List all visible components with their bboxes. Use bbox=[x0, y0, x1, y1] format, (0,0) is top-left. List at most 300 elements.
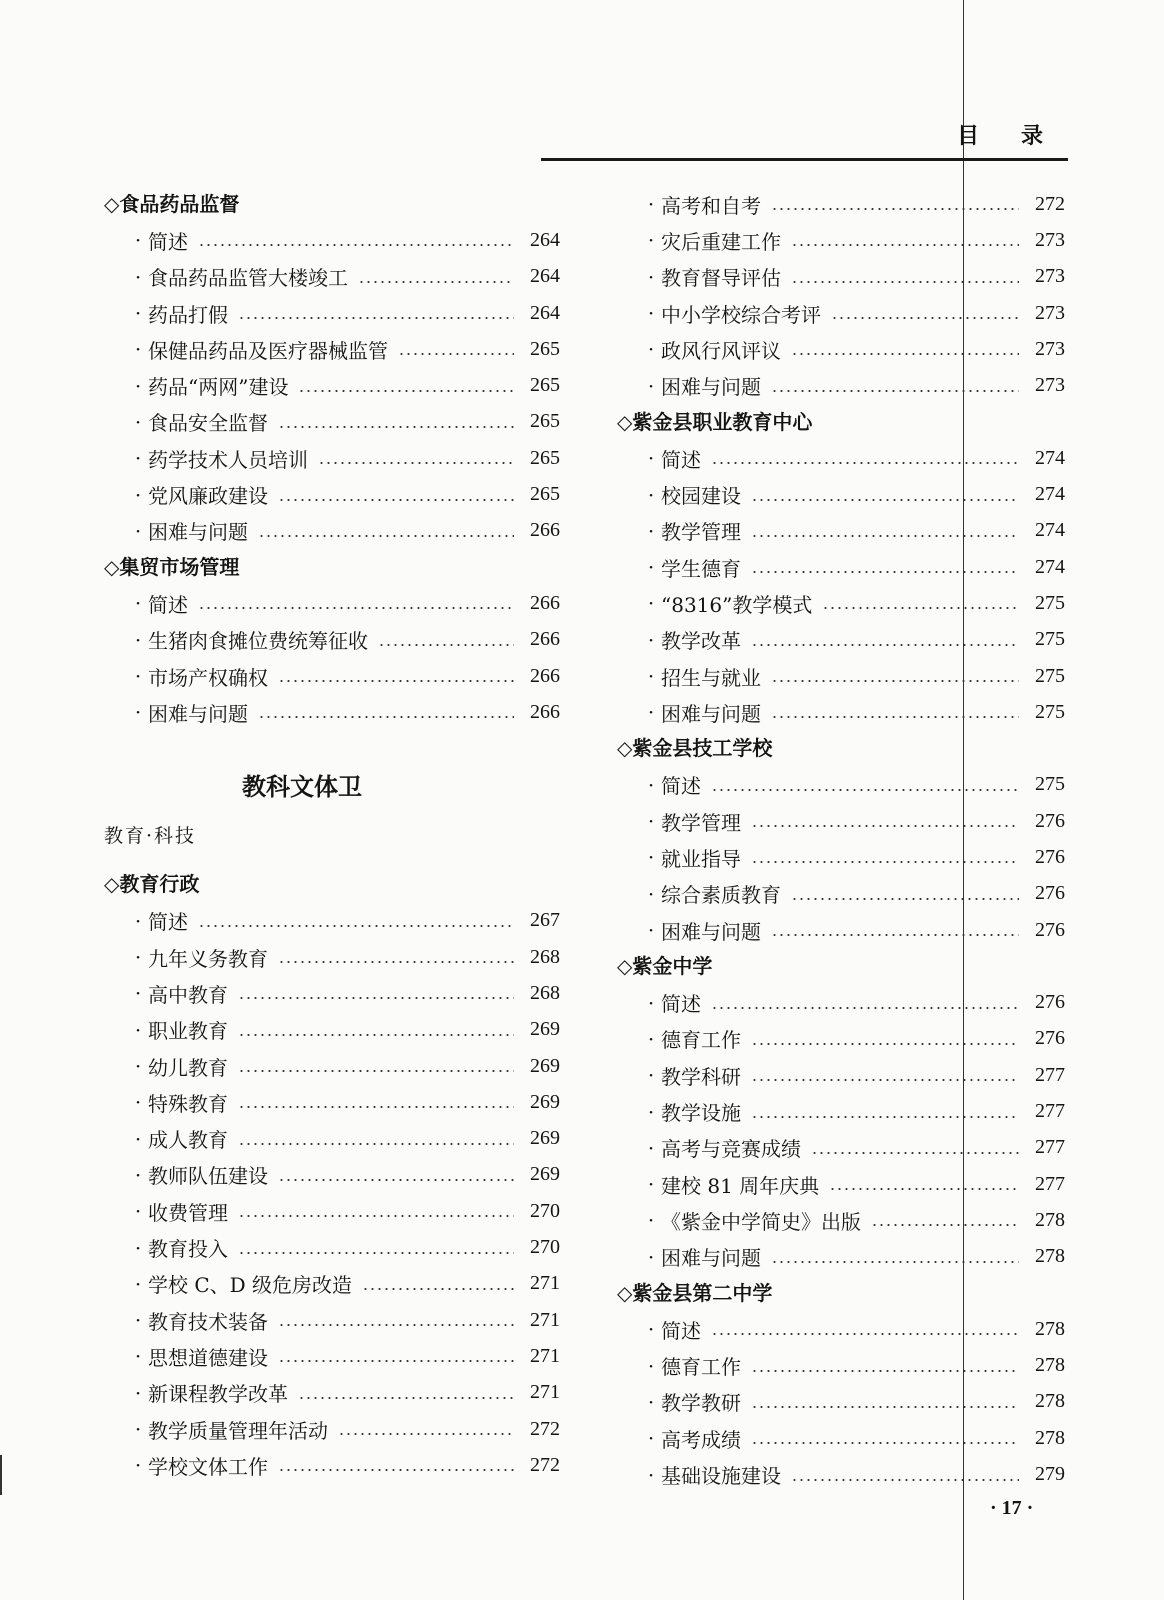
entry-title: 思想道德建设 bbox=[148, 1345, 268, 1370]
entry-page-number: 268 bbox=[530, 945, 560, 968]
entry-bullet: · bbox=[647, 264, 655, 289]
dot-leader bbox=[751, 861, 1019, 863]
entry-title: 教学设施 bbox=[661, 1101, 741, 1126]
entry-bullet: · bbox=[647, 881, 655, 906]
entry-page-number: 271 bbox=[530, 1344, 560, 1367]
entry-page-number: 271 bbox=[530, 1272, 560, 1295]
entry-title: 政风行风评议 bbox=[661, 338, 781, 363]
entry-bullet: · bbox=[134, 908, 142, 933]
dot-leader bbox=[871, 1224, 1019, 1226]
toc-entry[interactable] bbox=[617, 985, 1065, 1021]
toc-entry[interactable] bbox=[104, 295, 560, 331]
entry-bullet: · bbox=[134, 446, 142, 471]
entry-title: 教学管理 bbox=[661, 520, 741, 545]
entry-bullet: · bbox=[647, 772, 655, 797]
entry-bullet: · bbox=[647, 918, 655, 943]
entry-bullet: · bbox=[134, 1235, 142, 1260]
entry-bullet: · bbox=[134, 373, 142, 398]
entry-title: 收费管理 bbox=[148, 1200, 228, 1225]
entry-page-number: 265 bbox=[530, 337, 560, 360]
dot-leader bbox=[298, 1397, 514, 1399]
dot-leader bbox=[278, 1469, 514, 1471]
entry-bullet: · bbox=[647, 1462, 655, 1487]
dot-leader bbox=[278, 1360, 514, 1362]
entry-page-number: 264 bbox=[530, 265, 560, 288]
dot-leader bbox=[318, 462, 514, 464]
entry-title: 高考与竞赛成绩 bbox=[661, 1137, 801, 1162]
entry-page-number: 269 bbox=[530, 1018, 560, 1041]
entry-bullet: · bbox=[647, 301, 655, 326]
toc-entry[interactable] bbox=[104, 622, 560, 658]
dot-leader bbox=[238, 997, 514, 999]
dot-leader bbox=[278, 961, 514, 963]
entry-title: 教学教研 bbox=[661, 1391, 741, 1416]
entry-page-number: 274 bbox=[1035, 519, 1065, 542]
entry-page-number: 266 bbox=[530, 700, 560, 723]
entry-title: 灾后重建工作 bbox=[661, 229, 781, 254]
dot-leader bbox=[771, 680, 1019, 682]
entry-title: 招生与就业 bbox=[661, 665, 761, 690]
entry-title: 简述 bbox=[148, 592, 188, 617]
toc-entry[interactable] bbox=[617, 259, 1065, 295]
entry-page-number: 273 bbox=[1035, 265, 1065, 288]
entry-bullet: · bbox=[134, 1380, 142, 1405]
toc-entry[interactable] bbox=[617, 585, 1065, 621]
toc-left-group-bottom bbox=[104, 866, 560, 1483]
entry-title: 学生德育 bbox=[661, 556, 741, 581]
entry-title: 简述 bbox=[661, 1318, 701, 1343]
entry-bullet: · bbox=[134, 1271, 142, 1296]
entry-bullet: · bbox=[134, 1090, 142, 1115]
entry-page-number: 266 bbox=[530, 591, 560, 614]
entry-page-number: 275 bbox=[1035, 591, 1065, 614]
entry-title: 德育工作 bbox=[661, 1028, 741, 1053]
dot-leader bbox=[831, 317, 1019, 319]
entry-page-number: 270 bbox=[530, 1236, 560, 1259]
toc-entry[interactable] bbox=[104, 1266, 560, 1302]
entry-bullet: · bbox=[647, 1172, 655, 1197]
entry-page-number: 274 bbox=[1035, 483, 1065, 506]
entry-title: 教育投入 bbox=[148, 1237, 228, 1262]
toc-entry[interactable] bbox=[617, 295, 1065, 331]
entry-title: 教育技术装备 bbox=[148, 1309, 268, 1334]
entry-bullet: · bbox=[134, 1308, 142, 1333]
entry-title: 困难与问题 bbox=[661, 701, 761, 726]
toc-entry[interactable] bbox=[104, 1338, 560, 1374]
entry-bullet: · bbox=[647, 192, 655, 217]
toc-entry[interactable] bbox=[617, 658, 1065, 694]
toc-entry[interactable] bbox=[104, 1193, 560, 1229]
toc-entry[interactable] bbox=[104, 440, 560, 476]
entry-page-number: 275 bbox=[1035, 664, 1065, 687]
entry-page-number: 272 bbox=[530, 1417, 560, 1440]
entry-title: 校园建设 bbox=[661, 484, 741, 509]
entry-page-number: 274 bbox=[1035, 446, 1065, 469]
entry-title: 简述 bbox=[661, 447, 701, 472]
entry-title: 《紫金中学简史》出版 bbox=[661, 1209, 861, 1234]
entry-title: 学校文体工作 bbox=[148, 1454, 268, 1479]
entry-page-number: 274 bbox=[1035, 555, 1065, 578]
toc-entry[interactable] bbox=[104, 585, 560, 621]
toc-entry[interactable] bbox=[617, 1202, 1065, 1238]
entry-page-number: 268 bbox=[530, 981, 560, 1004]
dot-leader bbox=[238, 1070, 514, 1072]
toc-entry[interactable] bbox=[617, 1093, 1065, 1129]
dot-leader bbox=[278, 426, 514, 428]
entry-title: 困难与问题 bbox=[661, 1246, 761, 1271]
dot-leader bbox=[791, 281, 1019, 283]
entry-bullet: · bbox=[134, 337, 142, 362]
entry-page-number: 269 bbox=[530, 1054, 560, 1077]
toc-entry[interactable] bbox=[617, 912, 1065, 948]
entry-page-number: 269 bbox=[530, 1090, 560, 1113]
entry-bullet: · bbox=[134, 1453, 142, 1478]
dot-leader bbox=[278, 1179, 514, 1181]
entry-bullet: · bbox=[647, 337, 655, 362]
entry-page-number: 275 bbox=[1035, 773, 1065, 796]
entry-bullet: · bbox=[134, 1344, 142, 1369]
dot-leader bbox=[811, 1152, 1019, 1154]
toc-entry[interactable] bbox=[104, 331, 560, 367]
toc-entry[interactable] bbox=[104, 1121, 560, 1157]
entry-page-number: 278 bbox=[1035, 1208, 1065, 1231]
entry-title: 教学质量管理年活动 bbox=[148, 1418, 328, 1443]
dot-leader bbox=[751, 1116, 1019, 1118]
entry-page-number: 265 bbox=[530, 483, 560, 506]
entry-title: 成人教育 bbox=[148, 1128, 228, 1153]
toc-right-column bbox=[617, 186, 1065, 1493]
toc-entry[interactable] bbox=[617, 513, 1065, 549]
entry-page-number: 271 bbox=[530, 1381, 560, 1404]
entry-page-number: 278 bbox=[1035, 1390, 1065, 1413]
toc-entry[interactable] bbox=[617, 1348, 1065, 1384]
entry-bullet: · bbox=[134, 1054, 142, 1079]
dot-leader bbox=[751, 825, 1019, 827]
dot-leader bbox=[278, 680, 514, 682]
toc-entry[interactable] bbox=[617, 1420, 1065, 1456]
section-heading: ◇教育行政 bbox=[104, 872, 200, 897]
entry-page-number: 277 bbox=[1035, 1100, 1065, 1123]
part-title: 教科文体卫 bbox=[242, 773, 362, 802]
toc-entry[interactable] bbox=[104, 1375, 560, 1411]
entry-title: 食品安全监督 bbox=[148, 411, 268, 436]
dot-leader bbox=[398, 353, 514, 355]
dot-leader bbox=[711, 1333, 1019, 1335]
toc-entry[interactable] bbox=[104, 694, 560, 730]
entry-bullet: · bbox=[647, 1208, 655, 1233]
entry-title: 高中教育 bbox=[148, 982, 228, 1007]
toc-entry[interactable] bbox=[617, 367, 1065, 403]
entry-page-number: 277 bbox=[1035, 1172, 1065, 1195]
dot-leader bbox=[238, 317, 514, 319]
entry-bullet: · bbox=[134, 1417, 142, 1442]
entry-bullet: · bbox=[647, 845, 655, 870]
entry-bullet: · bbox=[647, 446, 655, 471]
entry-page-number: 272 bbox=[1035, 192, 1065, 215]
dot-leader bbox=[822, 607, 1019, 609]
toc-entry[interactable] bbox=[104, 658, 560, 694]
toc-right-group bbox=[617, 186, 1065, 1493]
toc-entry[interactable] bbox=[104, 367, 560, 403]
dot-leader bbox=[198, 607, 514, 609]
toc-entry[interactable] bbox=[617, 767, 1065, 803]
toc-entry[interactable] bbox=[617, 1311, 1065, 1347]
entry-page-number: 276 bbox=[1035, 809, 1065, 832]
dot-leader bbox=[771, 716, 1019, 718]
entry-bullet: · bbox=[647, 1389, 655, 1414]
entry-title: 新课程教学改革 bbox=[148, 1382, 288, 1407]
header-title-left: 目 bbox=[957, 123, 980, 149]
entry-page-number: 266 bbox=[530, 519, 560, 542]
entry-bullet: · bbox=[647, 990, 655, 1015]
entry-title: 食品药品监管大楼竣工 bbox=[148, 266, 348, 291]
dot-leader bbox=[378, 644, 514, 646]
entry-page-number: 272 bbox=[530, 1453, 560, 1476]
entry-title: 教师队伍建设 bbox=[148, 1164, 268, 1189]
toc-entry[interactable] bbox=[617, 1166, 1065, 1202]
entry-title: 高考成绩 bbox=[661, 1427, 741, 1452]
entry-title: 综合素质教育 bbox=[661, 883, 781, 908]
dot-leader bbox=[751, 571, 1019, 573]
dot-leader bbox=[771, 934, 1019, 936]
entry-bullet: · bbox=[134, 518, 142, 543]
entry-page-number: 273 bbox=[1035, 374, 1065, 397]
toc-entry[interactable] bbox=[104, 1302, 560, 1338]
entry-bullet: · bbox=[134, 1017, 142, 1042]
entry-title: 教学管理 bbox=[661, 810, 741, 835]
entry-title: 保健品药品及医疗器械监管 bbox=[148, 338, 388, 363]
entry-bullet: · bbox=[134, 700, 142, 725]
dot-leader bbox=[278, 499, 514, 501]
entry-bullet: · bbox=[647, 1353, 655, 1378]
toc-entry[interactable] bbox=[617, 549, 1065, 585]
toc-entry[interactable] bbox=[617, 440, 1065, 476]
toc-entry[interactable] bbox=[617, 1021, 1065, 1057]
toc-entry[interactable] bbox=[104, 1157, 560, 1193]
entry-bullet: · bbox=[134, 482, 142, 507]
entry-bullet: · bbox=[134, 981, 142, 1006]
entry-bullet: · bbox=[647, 627, 655, 652]
toc-entry[interactable] bbox=[617, 876, 1065, 912]
entry-bullet: · bbox=[647, 555, 655, 580]
dot-leader bbox=[829, 1188, 1019, 1190]
entry-title: 职业教育 bbox=[148, 1019, 228, 1044]
dot-leader bbox=[278, 1324, 514, 1326]
toc-entry[interactable] bbox=[104, 259, 560, 295]
toc-entry[interactable] bbox=[617, 1384, 1065, 1420]
entry-bullet: · bbox=[647, 1317, 655, 1342]
dot-leader bbox=[298, 390, 514, 392]
entry-title: 简述 bbox=[661, 774, 701, 799]
entry-bullet: · bbox=[647, 664, 655, 688]
entry-title: 德育工作 bbox=[661, 1355, 741, 1380]
dot-leader bbox=[238, 1106, 514, 1108]
toc-entry[interactable] bbox=[617, 331, 1065, 367]
entry-page-number: 270 bbox=[530, 1199, 560, 1222]
toc-entry[interactable] bbox=[104, 476, 560, 512]
dot-leader bbox=[198, 244, 514, 246]
entry-title: 困难与问题 bbox=[148, 520, 248, 545]
dot-leader bbox=[711, 1007, 1019, 1009]
dot-leader bbox=[751, 1079, 1019, 1081]
entry-title: 党风廉政建设 bbox=[148, 484, 268, 509]
dot-leader bbox=[238, 1034, 514, 1036]
entry-title: 药品“两网”建设 bbox=[148, 375, 289, 400]
entry-bullet: · bbox=[134, 1199, 142, 1224]
toc-left-group-top bbox=[104, 186, 560, 730]
dot-leader bbox=[771, 208, 1019, 210]
dot-leader bbox=[362, 1288, 514, 1290]
dot-leader bbox=[791, 1479, 1019, 1481]
entry-bullet: · bbox=[134, 664, 142, 688]
entry-page-number: 269 bbox=[530, 1163, 560, 1186]
dot-leader bbox=[751, 535, 1019, 537]
dot-leader bbox=[771, 1261, 1019, 1263]
dot-leader bbox=[751, 1406, 1019, 1408]
toc-entry[interactable] bbox=[104, 1048, 560, 1084]
entry-title: 简述 bbox=[148, 910, 188, 935]
entry-title: “8316”教学模式 bbox=[661, 592, 813, 617]
entry-title: 中小学校综合考评 bbox=[661, 302, 821, 327]
entry-page-number: 273 bbox=[1035, 337, 1065, 360]
entry-title: 幼儿教育 bbox=[148, 1055, 228, 1080]
entry-bullet: · bbox=[647, 518, 655, 543]
entry-page-number: 276 bbox=[1035, 991, 1065, 1014]
entry-page-number: 266 bbox=[530, 664, 560, 687]
toc-entry[interactable] bbox=[617, 1239, 1065, 1275]
dot-leader bbox=[791, 353, 1019, 355]
dot-leader bbox=[711, 462, 1019, 464]
entry-bullet: · bbox=[647, 1099, 655, 1124]
dot-leader bbox=[791, 898, 1019, 900]
toc-entry[interactable] bbox=[104, 939, 560, 975]
toc-entry[interactable] bbox=[104, 222, 560, 258]
entry-title: 特殊教育 bbox=[148, 1091, 228, 1116]
entry-title: 学校 C、D 级危房改造 bbox=[148, 1273, 353, 1298]
toc-entry[interactable] bbox=[104, 513, 560, 549]
toc-entry[interactable] bbox=[104, 1229, 560, 1265]
toc-entry[interactable] bbox=[104, 903, 560, 939]
entry-page-number: 266 bbox=[530, 628, 560, 651]
entry-title: 药品打假 bbox=[148, 302, 228, 327]
toc-entry[interactable] bbox=[617, 186, 1065, 222]
entry-title: 教学科研 bbox=[661, 1064, 741, 1089]
toc-entry[interactable] bbox=[617, 1057, 1065, 1093]
entry-bullet: · bbox=[647, 1426, 655, 1451]
entry-title: 建校 81 周年庆典 bbox=[661, 1173, 820, 1198]
dot-leader bbox=[338, 1433, 514, 1435]
entry-title: 简述 bbox=[148, 229, 188, 254]
entry-bullet: · bbox=[647, 809, 655, 834]
entry-title: 就业指导 bbox=[661, 846, 741, 871]
entry-title: 市场产权确权 bbox=[148, 665, 268, 690]
entry-title: 基础设施建设 bbox=[661, 1464, 781, 1489]
entry-page-number: 265 bbox=[530, 446, 560, 469]
entry-page-number: 278 bbox=[1035, 1354, 1065, 1377]
toc-entry[interactable] bbox=[617, 803, 1065, 839]
dot-leader bbox=[711, 789, 1019, 791]
entry-title: 药学技术人员培训 bbox=[148, 447, 308, 472]
entry-page-number: 279 bbox=[1035, 1463, 1065, 1486]
category-label: 教育·科技 bbox=[104, 825, 197, 848]
header-title-right: 录 bbox=[1020, 123, 1043, 149]
toc-entry[interactable] bbox=[104, 1447, 560, 1483]
entry-page-number: 276 bbox=[1035, 845, 1065, 868]
section-heading: ◇集贸市场管理 bbox=[104, 554, 240, 579]
entry-title: 九年义务教育 bbox=[148, 946, 268, 971]
toc-entry[interactable] bbox=[104, 1012, 560, 1048]
entry-title: 简述 bbox=[661, 992, 701, 1017]
dot-leader bbox=[751, 644, 1019, 646]
entry-page-number: 273 bbox=[1035, 228, 1065, 251]
section-heading: ◇紫金县第二中学 bbox=[617, 1280, 773, 1305]
dot-leader bbox=[751, 1442, 1019, 1444]
entry-title: 教育督导评估 bbox=[661, 266, 781, 291]
entry-bullet: · bbox=[134, 228, 142, 253]
dot-leader bbox=[358, 281, 514, 283]
entry-title: 困难与问题 bbox=[661, 919, 761, 944]
dot-leader bbox=[238, 1143, 514, 1145]
entry-page-number: 277 bbox=[1035, 1063, 1065, 1086]
entry-page-number: 273 bbox=[1035, 301, 1065, 324]
entry-bullet: · bbox=[134, 591, 142, 616]
toc-entry[interactable] bbox=[104, 975, 560, 1011]
page-number: · 17 · bbox=[990, 1497, 1034, 1519]
toc-left-column bbox=[104, 186, 560, 1484]
section-heading: ◇紫金县技工学校 bbox=[617, 736, 773, 761]
entry-bullet: · bbox=[647, 228, 655, 253]
entry-bullet: · bbox=[134, 264, 142, 289]
entry-title: 困难与问题 bbox=[148, 701, 248, 726]
entry-page-number: 265 bbox=[530, 410, 560, 433]
toc-entry[interactable] bbox=[617, 622, 1065, 658]
entry-page-number: 276 bbox=[1035, 882, 1065, 905]
toc-entry[interactable] bbox=[617, 222, 1065, 258]
entry-title: 生猪肉食摊位费统筹征收 bbox=[148, 629, 368, 654]
entry-bullet: · bbox=[647, 1063, 655, 1088]
entry-bullet: · bbox=[647, 1026, 655, 1051]
entry-page-number: 265 bbox=[530, 374, 560, 397]
section-heading: ◇食品药品监督 bbox=[104, 192, 240, 216]
dot-leader bbox=[791, 244, 1019, 246]
toc-entry[interactable] bbox=[104, 1411, 560, 1447]
toc-entry[interactable] bbox=[617, 476, 1065, 512]
entry-bullet: · bbox=[134, 1126, 142, 1151]
entry-page-number: 276 bbox=[1035, 1027, 1065, 1050]
toc-entry[interactable] bbox=[617, 1456, 1065, 1492]
entry-page-number: 276 bbox=[1035, 918, 1065, 941]
toc-entry[interactable] bbox=[617, 839, 1065, 875]
toc-entry[interactable] bbox=[617, 1130, 1065, 1166]
entry-bullet: · bbox=[647, 591, 655, 616]
entry-page-number: 264 bbox=[530, 301, 560, 324]
entry-page-number: 277 bbox=[1035, 1136, 1065, 1159]
toc-entry[interactable] bbox=[617, 694, 1065, 730]
entry-page-number: 278 bbox=[1035, 1245, 1065, 1268]
header-rule bbox=[541, 158, 1068, 161]
toc-entry[interactable] bbox=[104, 1084, 560, 1120]
entry-bullet: · bbox=[647, 700, 655, 725]
dot-leader bbox=[238, 1252, 514, 1254]
toc-entry[interactable] bbox=[104, 404, 560, 440]
entry-page-number: 275 bbox=[1035, 628, 1065, 651]
dot-leader bbox=[751, 499, 1019, 501]
margin-mark bbox=[0, 1455, 2, 1495]
section-heading: ◇紫金县职业教育中心 bbox=[617, 409, 813, 434]
entry-bullet: · bbox=[647, 482, 655, 507]
entry-page-number: 264 bbox=[530, 228, 560, 251]
entry-bullet: · bbox=[134, 627, 142, 652]
